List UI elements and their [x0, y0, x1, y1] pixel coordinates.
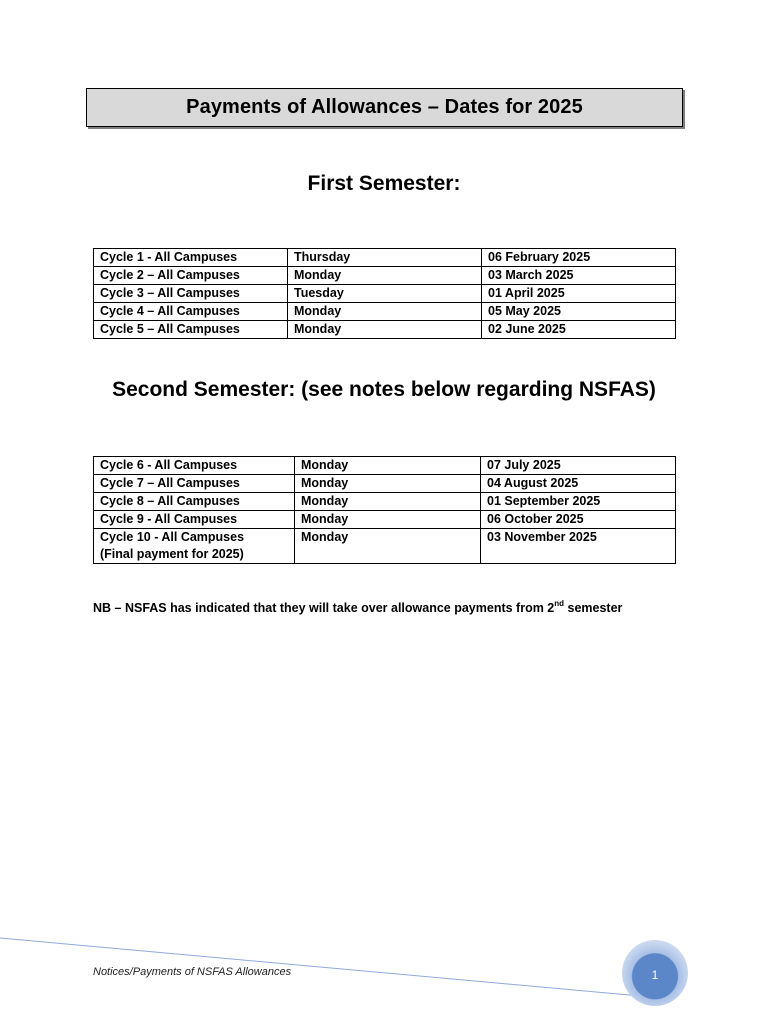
- cycle-cell: Cycle 1 - All Campuses: [94, 249, 288, 267]
- cycle-cell: Cycle 6 - All Campuses: [94, 457, 295, 475]
- day-cell: Monday: [288, 321, 482, 339]
- day-cell: Tuesday: [288, 285, 482, 303]
- cycle-note: (Final payment for 2025): [100, 547, 244, 561]
- table-row: [94, 267, 676, 285]
- first-semester-heading: First Semester:: [307, 172, 461, 195]
- date-cell: 06 October 2025: [481, 511, 676, 529]
- day-cell: Monday: [288, 267, 482, 285]
- cycle-cell: Cycle 7 – All Campuses: [94, 475, 295, 493]
- footer-text: Notices/Payments of NSFAS Allowances: [93, 966, 292, 978]
- day-cell: Monday: [295, 475, 481, 493]
- date-cell: 07 July 2025: [481, 457, 676, 475]
- second-semester-table: [93, 456, 676, 564]
- day-cell: Monday: [288, 303, 482, 321]
- cycle-cell: Cycle 3 – All Campuses: [94, 285, 288, 303]
- cycle-cell: Cycle 5 – All Campuses: [94, 321, 288, 339]
- cycle-cell: Cycle 2 – All Campuses: [94, 267, 288, 285]
- document-title: Payments of Allowances – Dates for 2025: [86, 88, 683, 127]
- cycle-cell: Cycle 9 - All Campuses: [94, 511, 295, 529]
- day-cell: Monday: [295, 529, 481, 564]
- note-superscript: nd: [554, 599, 565, 608]
- date-cell: 05 May 2025: [482, 303, 676, 321]
- note-text: NB – NSFAS has indicated that they will take over allowance payments from 2: [93, 601, 555, 616]
- note-suffix: semester: [564, 601, 623, 616]
- day-cell: Thursday: [288, 249, 482, 267]
- date-cell: 03 March 2025: [482, 267, 676, 285]
- table-row: [94, 511, 676, 529]
- date-cell: 01 April 2025: [482, 285, 676, 303]
- table-row: [94, 529, 676, 564]
- table-row: [94, 285, 676, 303]
- table-row: [94, 321, 676, 339]
- date-cell: 01 September 2025: [481, 493, 676, 511]
- cycle-cell: Cycle 8 – All Campuses: [94, 493, 295, 511]
- second-semester-heading: Second Semester: (see notes below regarding NSFAS): [112, 378, 656, 401]
- day-cell: Monday: [295, 511, 481, 529]
- date-cell: 04 August 2025: [481, 475, 676, 493]
- table-row: [94, 457, 676, 475]
- nsfas-note: [93, 600, 622, 615]
- table-row: [94, 493, 676, 511]
- date-cell: 06 February 2025: [482, 249, 676, 267]
- day-cell: Monday: [295, 457, 481, 475]
- table-row: [94, 303, 676, 321]
- day-cell: Monday: [295, 493, 481, 511]
- date-cell: 02 June 2025: [482, 321, 676, 339]
- cycle-cell: Cycle 4 – All Campuses: [94, 303, 288, 321]
- cycle-cell: [94, 529, 295, 564]
- table-row: [94, 475, 676, 493]
- table-row: [94, 249, 676, 267]
- page-number: 1: [651, 968, 659, 982]
- cycle-label: Cycle 10 - All Campuses: [100, 530, 245, 544]
- first-semester-table: [93, 248, 676, 339]
- date-cell: 03 November 2025: [481, 529, 676, 564]
